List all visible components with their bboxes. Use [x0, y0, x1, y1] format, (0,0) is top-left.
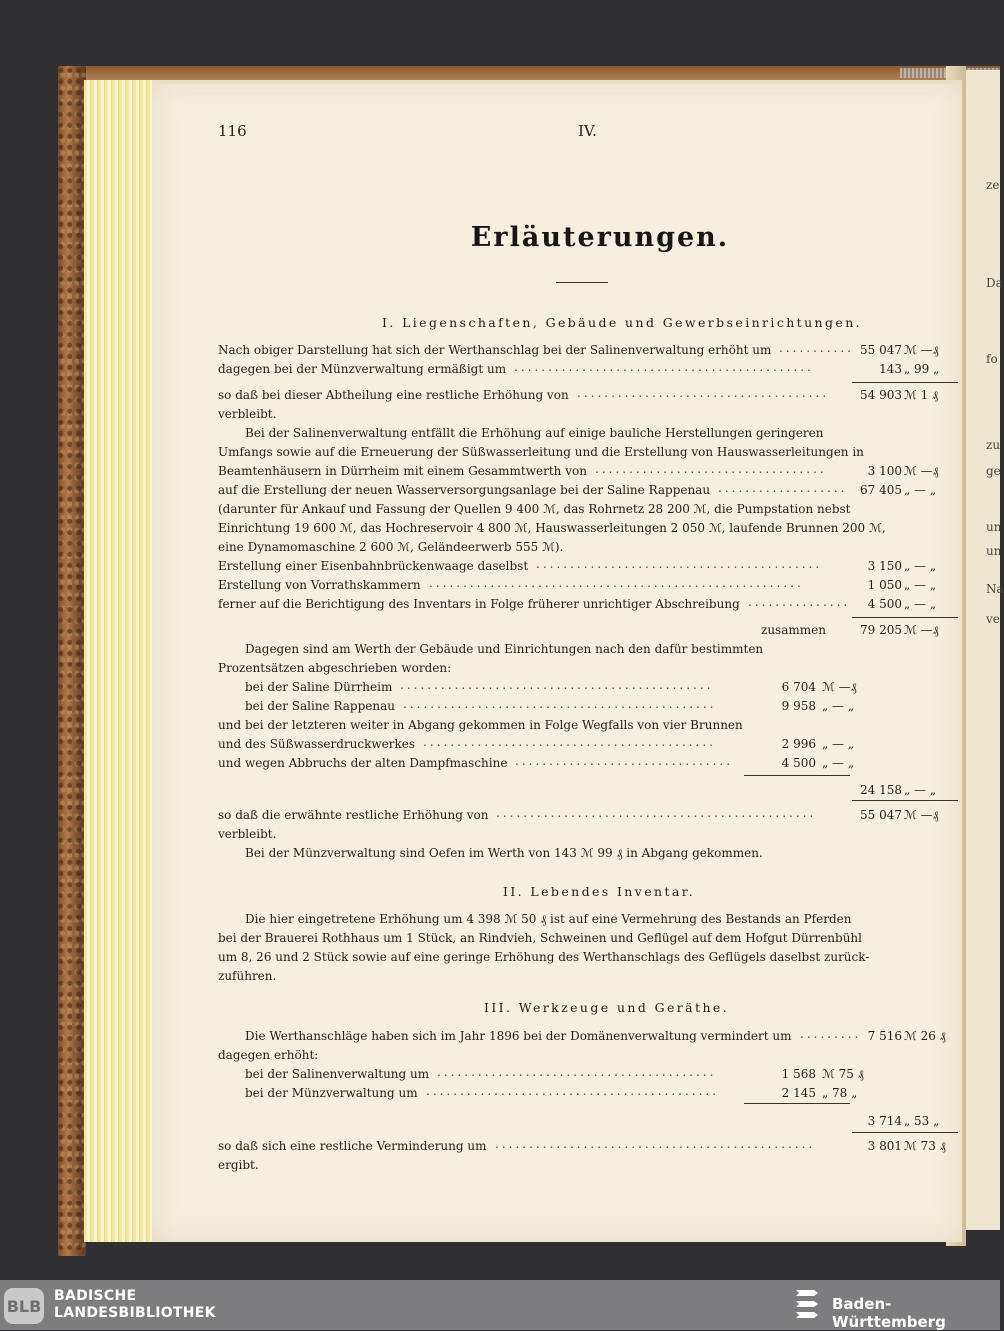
subamount-value: 9 958	[781, 699, 816, 713]
line-text: verbleibt.	[218, 827, 277, 841]
sum-rule-4	[852, 1132, 958, 1133]
next-page-fragment: ge	[986, 464, 1001, 478]
text-line	[218, 597, 958, 616]
page-number: 116	[218, 122, 247, 140]
line-text: eine Dynamomaschine 2 600 ℳ, Geländeerwerb 555 ℳ).	[218, 540, 564, 554]
page-title: Erläuterungen.	[470, 222, 730, 253]
leader-dots: .......................................................	[429, 576, 804, 590]
text-line	[218, 1139, 958, 1158]
line-text: ergibt.	[218, 1158, 259, 1172]
line-text: bei der Salinenverwaltung um	[245, 1067, 430, 1081]
next-page-fragment: un	[986, 520, 1002, 534]
amount-unit: ℳ 1 ₰	[904, 388, 939, 402]
line-text: Dagegen sind am Werth der Gebäude und Einrichtungen nach den dafür bestimmten	[245, 642, 764, 656]
text-line	[218, 521, 958, 540]
line-text: Nach obiger Darstellung hat sich der Werthanschlag bei der Salinenverwaltung erhöht um	[218, 343, 772, 357]
leader-dots: .........	[800, 1027, 862, 1041]
line-text: Umfangs sowie auf die Erneuerung der Süßwasserleitung und die Erstellung von Hauswasserleitungen in	[218, 445, 864, 459]
text-line	[218, 362, 958, 381]
amount-unit: „ — „	[904, 597, 937, 611]
next-page-fragment: Na	[986, 582, 1004, 596]
subamount-value: 2 996	[781, 737, 816, 751]
line-text: bei der Brauerei Rothhaus um 1 Stück, an Rindvieh, Schweinen und Geflügel auf dem Hofgut Dürrenbühl	[218, 931, 862, 945]
leader-dots: ............................................	[514, 360, 814, 374]
leader-dots: ...............	[748, 595, 851, 609]
line-text: so daß die erwähnte restliche Erhöhung von	[218, 808, 489, 822]
amount-value: 55 047	[860, 808, 902, 822]
line-text: bei der Münzverwaltung um	[245, 1086, 418, 1100]
text-line	[218, 756, 958, 775]
page-stack-edges	[84, 80, 154, 1242]
sum-rule-3	[852, 800, 958, 801]
amount-value: 3 100	[867, 464, 902, 478]
subamount-value: 1 568	[781, 1067, 816, 1081]
amount-unit: „ — „	[904, 783, 937, 797]
lions-coat-of-arms-icon	[792, 1286, 822, 1324]
section-heading-3: III. Werkzeuge und Geräthe.	[484, 1000, 730, 1015]
text-line	[218, 931, 958, 950]
line-text: Die hier eingetretene Erhöhung um 4 398 ℳ 50 ₰ ist auf eine Vermehrung des Bestands an Pferden	[245, 912, 852, 926]
leader-dots: ..............................................	[403, 697, 717, 711]
line-text: Bei der Münzverwaltung sind Oefen im Werth von 143 ℳ 99 ₰ in Abgang gekommen.	[245, 846, 763, 860]
line-text: Erstellung einer Eisenbahnbrückenwaage daselbst	[218, 559, 529, 573]
amount-unit: ℳ 73 ₰	[904, 1139, 946, 1153]
subamount-value: 2 145	[781, 1086, 816, 1100]
amount-value: 24 158	[860, 783, 902, 797]
total-label: zusammen	[761, 623, 826, 637]
leader-dots: ...................	[718, 481, 848, 495]
amount-unit: ℳ —₰	[904, 808, 939, 822]
amount-unit: „ — „	[904, 483, 937, 497]
subtotal-rule-2	[744, 1103, 850, 1104]
amount-unit: ℳ —₰	[904, 464, 939, 478]
amount-unit: ℳ 26 ₰	[904, 1029, 946, 1043]
line-text: und des Süßwasserdruckwerkes	[218, 737, 416, 751]
text-line	[218, 783, 958, 802]
subamount-unit: „ 78 „	[822, 1086, 858, 1100]
subamount-value: 4 500	[781, 756, 816, 770]
text-line	[218, 407, 958, 426]
amount-value: 7 516	[867, 1029, 902, 1043]
line-text: Prozentsätzen abgeschrieben worden:	[218, 661, 452, 675]
leader-dots: .....................................	[577, 386, 830, 400]
leader-dots: ..................................	[595, 462, 827, 476]
text-line	[218, 912, 958, 931]
leader-dots: ..............................................	[400, 678, 714, 692]
amount-value: 143	[879, 362, 902, 376]
amount-unit: ℳ —₰	[904, 623, 939, 637]
line-text: Die Werthanschläge haben sich im Jahr 1896 bei der Domänenverwaltung vermindert um	[245, 1029, 792, 1043]
text-line	[218, 699, 958, 718]
amount-unit: „ — „	[904, 559, 937, 573]
text-line	[218, 1114, 958, 1133]
library-name-line1: BADISCHE	[54, 1288, 137, 1304]
section-roman-header: IV.	[578, 122, 597, 140]
next-page-strip	[962, 70, 1004, 1230]
text-line	[218, 846, 958, 865]
line-text: bei der Saline Dürrheim	[245, 680, 393, 694]
section-heading-1: I. Liegenschaften, Gebäude und Gewerbseinrichtungen.	[382, 315, 863, 330]
line-text: Beamtenhäusern in Dürrheim mit einem Gesammtwerth von	[218, 464, 587, 478]
line-text: Bei der Salinenverwaltung entfällt die Erhöhung auf einige bauliche Herstellungen geringeren	[245, 426, 824, 440]
text-line	[218, 808, 958, 827]
text-line	[218, 950, 958, 969]
line-text: auf die Erstellung der neuen Wasserversorgungsanlage bei der Saline Rappenau	[218, 483, 711, 497]
leader-dots: ...........................................	[426, 1084, 720, 1098]
library-name-line2: LANDESBIBLIOTHEK	[54, 1305, 216, 1321]
line-text: dagegen bei der Münzverwaltung ermäßigt um	[218, 362, 507, 376]
line-text: dagegen erhöht:	[218, 1048, 319, 1062]
blb-logo[interactable]: BLB	[4, 1288, 44, 1324]
amount-unit: „ 53 „	[904, 1114, 940, 1128]
line-text: Einrichtung 19 600 ℳ, das Hochreservoir 4 800 ℳ, Hauswasserleitungen 2 050 ℳ, laufende Brunnen 200 ℳ,	[218, 521, 886, 535]
text-line	[218, 1158, 958, 1177]
next-page-fragment: zu	[986, 438, 1001, 452]
amount-value: 3 150	[867, 559, 902, 573]
text-line	[218, 502, 958, 521]
line-text: und wegen Abbruchs der alten Dampfmaschine	[218, 756, 508, 770]
line-text: Erstellung von Vorrathskammern	[218, 578, 421, 592]
library-name[interactable]	[54, 1288, 216, 1322]
sum-rule-2	[852, 617, 958, 618]
leader-dots: ...............................................	[495, 1137, 816, 1151]
amount-value: 67 405	[860, 483, 902, 497]
subamount-unit: „ — „	[822, 737, 855, 751]
amount-unit: ℳ —₰	[904, 343, 939, 357]
leader-dots: ...........	[779, 341, 854, 355]
book-cover-edge	[58, 66, 86, 1256]
text-line	[218, 1029, 958, 1048]
next-page-fragment: fo	[986, 352, 998, 366]
text-line	[218, 426, 958, 445]
text-line	[218, 969, 958, 988]
next-page-fragment: un	[986, 544, 1002, 558]
line-text: bei der Saline Rappenau	[245, 699, 396, 713]
text-line	[218, 827, 958, 846]
leader-dots: ................................	[515, 754, 734, 768]
sum-rule-1	[852, 382, 958, 383]
subamount-unit: „ — „	[822, 699, 855, 713]
amount-value: 54 903	[860, 388, 902, 402]
amount-value: 3 801	[867, 1139, 902, 1153]
title-rule	[556, 282, 608, 283]
leader-dots: ...........................................	[423, 735, 717, 749]
leader-dots: .........................................	[437, 1065, 717, 1079]
amount-unit: „ — „	[904, 578, 937, 592]
subamount-value: 6 704	[781, 680, 816, 694]
subtotal-rule-1	[744, 775, 850, 776]
next-page-fragment: ve	[986, 612, 1000, 626]
amount-unit: „ 99 „	[904, 362, 940, 376]
amount-value: 79 205	[860, 623, 902, 637]
line-text: (darunter für Ankauf und Fassung der Quellen 9 400 ℳ, das Rohrnetz 28 200 ℳ, die Pumpstation nebst	[218, 502, 851, 516]
text-line	[218, 388, 958, 407]
amount-value: 1 050	[867, 578, 902, 592]
section-heading-2: II. Lebendes Inventar.	[503, 884, 696, 899]
line-text: und bei der letzteren weiter in Abgang gekommen in Folge Wegfalls von vier Brunnen	[218, 718, 743, 732]
subamount-unit: ℳ —₰	[822, 680, 857, 694]
amount-value: 4 500	[867, 597, 902, 611]
line-text: verbleibt.	[218, 407, 277, 421]
leader-dots: ...............................................	[496, 806, 817, 820]
line-text: so daß sich eine restliche Verminderung um	[218, 1139, 487, 1153]
leader-dots: ..........................................	[536, 557, 823, 571]
amount-value: 55 047	[860, 343, 902, 357]
line-text: um 8, 26 und 2 Stück sowie auf eine geringe Erhöhung des Werthanschlags des Geflügels daselbst zurück-	[218, 950, 870, 964]
amount-value: 3 714	[867, 1114, 902, 1128]
subamount-unit: „ — „	[822, 756, 855, 770]
subamount-unit: ℳ 75 ₰	[822, 1067, 864, 1081]
line-text: zuführen.	[218, 969, 277, 983]
text-line	[218, 483, 958, 502]
text-line	[218, 642, 958, 661]
state-name[interactable]: Baden-Württemberg	[832, 1295, 946, 1331]
text-line	[218, 623, 958, 642]
next-page-fragment: ze	[986, 178, 1000, 192]
line-text: ferner auf die Berichtigung des Inventars in Folge früherer unrichtiger Abschreibung	[218, 597, 740, 611]
line-text: so daß bei dieser Abtheilung eine restliche Erhöhung von	[218, 388, 569, 402]
next-page-fragment: Da	[986, 276, 1003, 290]
